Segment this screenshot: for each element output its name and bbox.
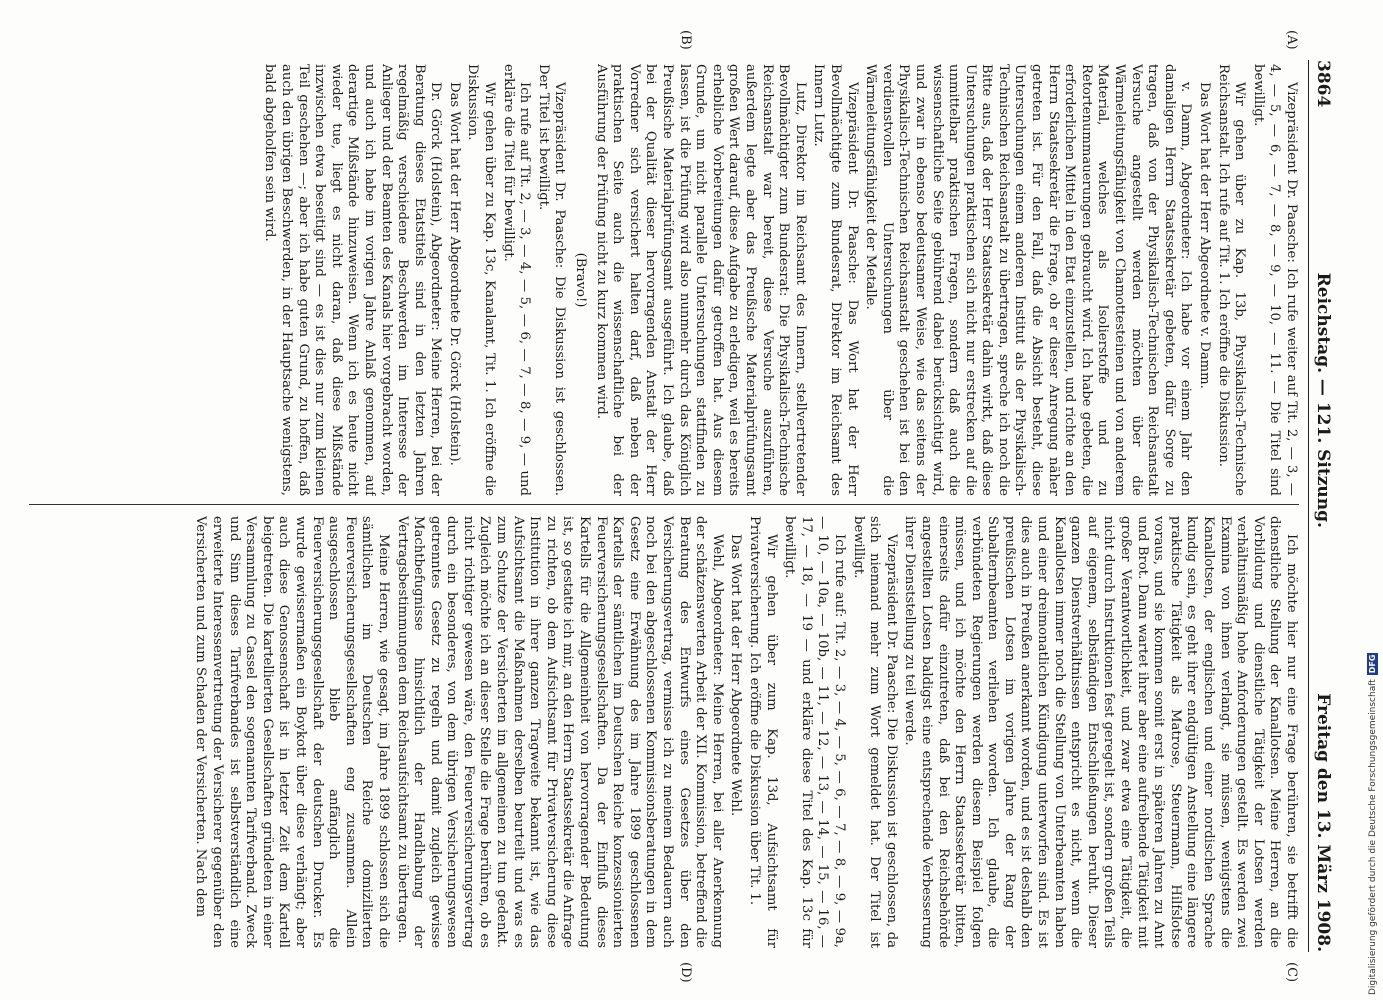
paragraph: Meine Herren, wie gesagt, im Jahre 1899 schlossen sich die sämtlichen im Deutschen Reiche domizilierten Feuerversicherungsgesellschaften eng zusammen. Allein ausgeschlossen blieb anfänglich die Feuerversicherungsgesellschaft der deutschen Drucker. Es wurde gewissermaßen ein Boykott über diese verhängt; aber auch diese Genossenschaft ist in letzter Zeit dem Kartell beigetreten. Die kartellierten Gesellschaften gründeten in einer Versammlung zu Cassel den sogenannten Tarifverband. Zweck und Sinn dieses Tarifverbandes ist selbstverständlich eine erweiterte Interessenvertretung der Versicherer gegenüber den Versicherten und zum Schaden der Versicherten. Nach dem	[193, 516, 391, 948]
paragraph: Das Wort hat der Herr Abgeordnete v. Damm.	[1197, 82, 1213, 389]
paragraph: Das Wort hat der Herr Abgeordnete Dr. Görck (Holstein).	[446, 82, 462, 466]
paragraph: Vizepräsident Dr. Paasche: Ich rufe weiter auf Tit. 2, — 3, — 4, — 5, — 6, — 7, — 8, — 9, — 10, — 11. — Die Titel sind bewilligt.	[1250, 64, 1299, 496]
credit-text: Digitalisierung gefördert durch die Deutsche Forschungsgemeinschaft	[1367, 679, 1378, 995]
paragraph: Wehl, Abgeordneter: Meine Herren, bei aller Anerkennung der schätzenswerten Arbeit der XII. Kommission, betreffend die Beratung des Entwurfs eines Gesetzes über den Versicherungsvertrag, vermisse ich zu meinem Bedauern auch noch bei den abgeschlossenen Kommissionsberatungen in dem Gesetz eine Erwähnung des im Jahre 1899 geschlossenen Kartells der sämtlichen im Deutschen Reiche konzessionierten Feuerversicherungsgesellschaften. Da der Einfluß dieses Kartells für die Allgemeinheit von hervorragender Bedeutung ist, so gestatte ich mir, an den Herrn Staatssekretär die Anfrage zu richten, ob dem Aufsichtsamt für Privatversicherung diese Institution in ihrer ganzen Tragweite bekannt ist, wie das Aufsichtsamt die Maßnahmen derselben beurteilt und was es zum Schutze der Versicherten im allgemeinen zu tun gedenkt. Zugleich möchte ich an dieser Stelle die Frage berühren, ob es nicht richtiger gewesen wäre, den Feuerversicherungsvertrag durch ein besonderes, von dem übrigen Versicherungswesen getrenntes Gesetz zu regeln und damit zugleich gewisse Machtbefugnisse hinsichtlich der Handhabung der Vertragsbestimmungen dem Reichsaufsichtsamt zu übertragen.	[394, 516, 725, 948]
paragraph: Lutz, Direktor im Reichsamt des Innern, stellvertretender Bevollmächtigter zum Bundesrat: Die Physikalisch-Technische Reichsanstalt war bereit, diese Versuche auszuführen, außerdem legte aber das Preußische Materialprüfungsamt großen Wert darauf, diese Aufgabe zu erledigen, weil es bereits erhebliche Vorbereitungen dafür getroffen hat. Aus diesem Grunde, um nicht parallele Untersuchungen stattfinden zu lassen, ist die Prüfung wird also nunmehr durch das Königlich Preußische Materialprüfungsamt ausgeführt. Ich glaube, daß bei der Qualität dieser hervorragenden Anstalt der Herr Vorredner sich versichert halten darf, daß neben der praktischen Seite auch die wissenschaftliche bei der Ausführung der Prüfung nicht zu kurz kommen wird.	[593, 64, 808, 496]
paragraph: Ich rufe auf: Tit. 2, — 3, — 4, — 5, — 6, — 7, — 8, — 9, — 9a, — 10, — 10a, — 10b, — 11, — 12, — 13, — 14, — 15, — 16, — 17, — 18, — 19 — und erkläre diese Titel des Kap. 13c für bewilligt.	[782, 516, 847, 948]
digitization-credit	[1367, 653, 1378, 995]
paragraph: Vizepräsident Dr. Paasche: Die Diskussion ist geschlossen, da sich niemand mehr zum Wort gemeldet hat. Der Titel ist bewilligt.	[850, 516, 899, 948]
right-column	[29, 516, 1299, 948]
applause-note: (Bravo!)	[573, 252, 589, 308]
page-date: Freitag den 13. März 1908.	[1313, 693, 1333, 952]
page-number: 3864	[1313, 60, 1333, 108]
column-divider	[29, 504, 1299, 505]
paragraph: Ich möchte hier nur eine Frage berühren, sie betrifft die dienstliche Stellung der Kanallotsen. Meine Herren, an die Vorbildung und dienstliche Tätigkeit der Lotsen werden verhältnismäßig hohe Anforderungen gestellt. Es werden zwei Examina von ihnen verlangt, sie müssen, wenigstens die Kanallotsen, der englischen und einer nordischen Sprache kundig sein, es geht ihrer endgültigen Anstellung eine längere praktische Tätigkeit als Matrose, Steuermann, Hilfslotse voraus, und sie kommen somit erst in späteren Jahren zu Amt und Brot. Dann wartet ihrer aber eine aufreibende Tätigkeit mit großer Verantwortlichkeit, und zwar etwa eine Tätigkeit, die nicht durch Instruktionen fest geregelt ist, sondern großen Teils auf eigenem, selbständigen Entschließungen beruht. Dieser ganzen Dienstverhältnissen entspricht es nicht, wenn die Kanallotsen immer noch die Stellung von Unterbeamten haben und einer dreimonatlichen Kündigung unterworfen sind. Es ist dies auch in Preußen anerkannt worden, und es ist deshalb den preußischen Lotsen im vorigen Jahre der Rang der Subalternbeamten verliehen worden. Ich glaube, die verbündeten Regierungen werden diesem Beispiel folgen müssen, und ich möchte den Herrn Staatssekretär bitten, einerseits dafür einzutreten, daß bei den Reichsbehörde angestellten Lotsen baldigst eine entsprechende Verbesserung ihrer Dienststellung zu teil werde.	[902, 516, 1299, 948]
paragraph: Wir gehen über zum Kap. 13d, Aufsichtsamt für Privatversicherung. Ich eröffne die Diskussion über Tit. 1.	[747, 516, 779, 948]
margin-marker-a: (A)	[1284, 30, 1299, 50]
paragraph: Dr. Görck (Holstein), Abgeordneter: Meine Herren, bei der Beratung dieses Etatstitels sind in den letzten Jahren regelmäßig verschiedene Beschwerden im Interesse der Anlieger und der Beamten des Kanals hier vorgebracht worden, und auch ich habe im vorigen Jahre Anlaß genommen, auf derartige Mißstände hinzuweisen. Wenn ich es heute nicht wieder tue, liegt es nicht daran, daß diese Mißstände inzwischen etwa beseitigt sind — es ist dies nur zum kleinen Teil geschehen —; aber ich habe guten Grund, zu hoffen, daß auch den übrigen Beschwerden, in der Hauptsache wenigstens, bald abgeholfen sein wird.	[262, 64, 444, 496]
page-header	[1308, 60, 1347, 952]
margin-marker-c: (C)	[1284, 962, 1299, 983]
paragraph: Wir gehen über zu Kap. 13c, Kanalamt, Tit. 1. Ich eröffne die Diskussion.	[465, 64, 498, 496]
paragraph: Das Wort hat der Herr Abgeordnete Wehl.	[728, 534, 744, 817]
page-title: Reichstag. — 121. Sitzung.	[1313, 272, 1333, 528]
dfg-logo: DFG	[1368, 654, 1377, 674]
margin-marker-b: (B)	[678, 30, 693, 50]
paragraph: Vizepräsident Dr. Paasche: Das Wort hat der Herr Bevollmächtigte zum Bundesrat, Direktor im Reichsamt des Innern Lutz.	[811, 64, 860, 496]
paragraph: Wir gehen über zu Kap. 13b, Physikalisch-Technische Reichsanstalt. Ich rufe auf Tit. 1. Ich eröffne die Diskussion.	[1215, 64, 1248, 496]
paragraph: Ich rufe auf Tit. 2, — 3, — 4, — 5, — 6, — 7, — 8, — 9, — und erkläre die Titel für bewilligt.	[500, 64, 533, 496]
paragraph: Vizepräsident Dr. Paasche: Die Diskussion ist geschlossen. Der Titel ist bewilligt.	[535, 64, 568, 496]
paragraph: v. Damm, Abgeordneter: Ich habe vor einem Jahr den damaligen Herrn Staatssekretär gebeten, dafür Sorge zu tragen, daß von der Physikalisch-Technischen Reichsanstalt Versuche angestellt werden möchten über die Wärmeleitungsfähigkeit von Chamottesteinen und von anderem Material, welches als Isolierstoffe und zu Retortenummauerungen gebraucht wird. Ich habe gebeten, die erforderlichen Mittel in den Etat einzustellen, und richte an den Herrn Staatssekretär die Frage, ob er dieser Anregung näher getreten ist. Für den Fall, daß die Absicht besteht, diese Untersuchungen einem anderen Institut als der Physikalisch-Technischen Reichsanstalt zu übertragen, spreche ich noch die Bitte aus, daß der Herr Staatssekretär dahin wirkt, daß diese Untersuchungen praktischen sich nicht nur erstrecken auf die unmittelbar praktischen Fragen, sondern daß auch die wissenschaftliche Seite gebührend dabei berücksichtigt wird, und zwar in ebenso bedeutsamer Weise, wie das seitens der Physikalisch-Technischen Reichsanstalt geschehen ist bei den verdienstvollen Untersuchungen über die Wärmeleitungsfähigkeit der Metalle.	[863, 64, 1194, 496]
left-column	[29, 64, 1299, 496]
margin-marker-d: (D)	[678, 962, 693, 983]
